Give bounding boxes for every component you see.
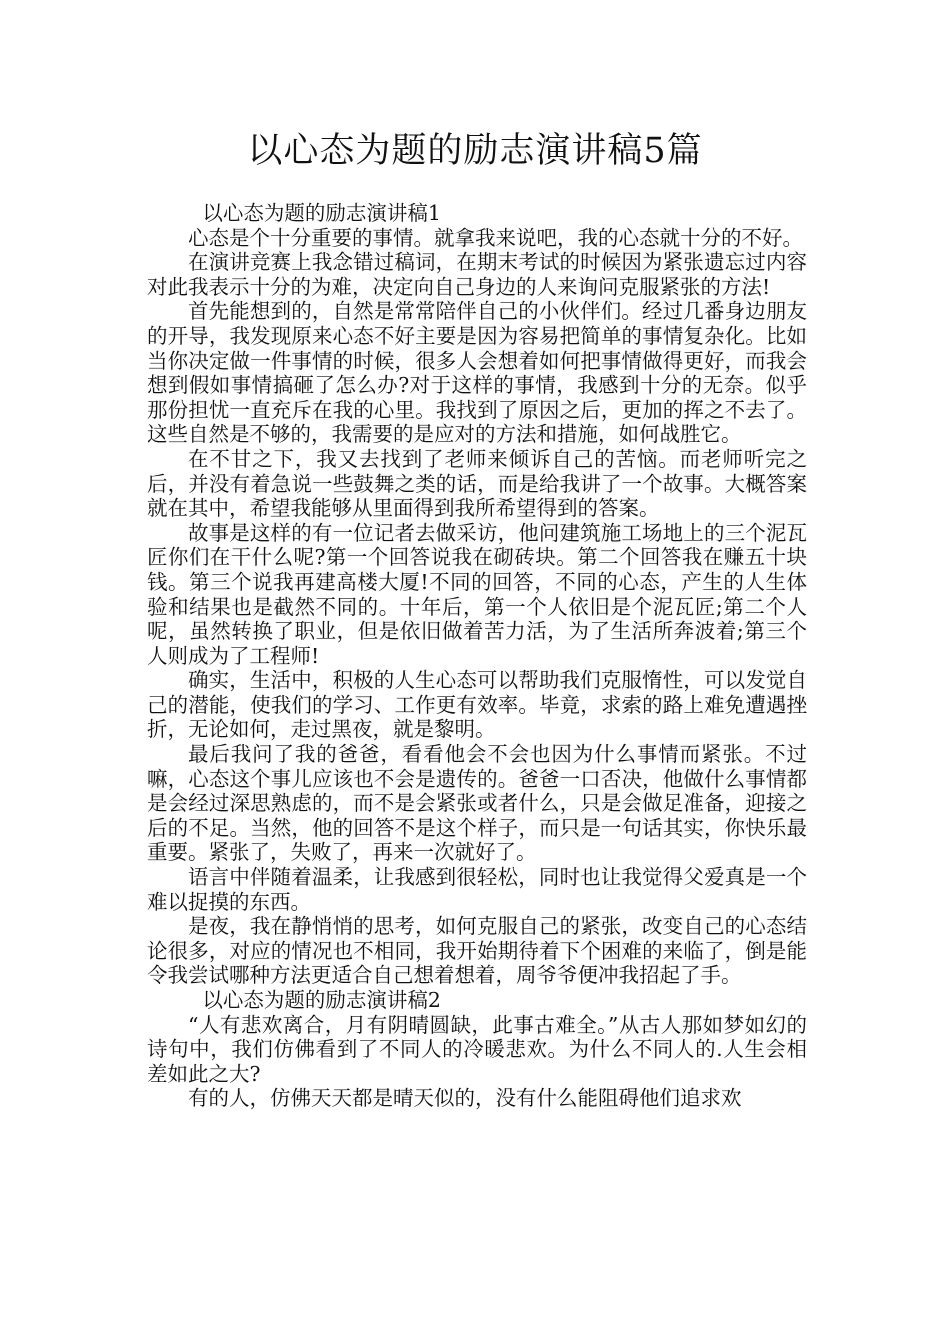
paragraph: “人有悲欢离合，月有阴晴圆缺，此事古难全。”从古人那如梦如幻的诗句中，我们仿佛看到了不同人的冷暖悲欢。为什么不同人的.人生会相差如此之大?	[147, 1012, 807, 1086]
section-heading: 以心态为题的励志演讲稿2	[202, 988, 441, 1012]
paragraph: 语言中伴随着温柔，让我感到很轻松，同时也让我觉得父爱真是一个难以捉摸的东西。	[147, 865, 807, 914]
section-heading: 以心态为题的励志演讲稿1	[202, 201, 441, 225]
document-title: 以心态为题的励志演讲稿5篇	[247, 131, 703, 171]
document-body	[147, 201, 807, 1111]
paragraph: 心态是个十分重要的事情。就拿我来说吧，我的心态就十分的不好。	[188, 225, 803, 250]
paragraph: 首先能想到的，自然是常常陪伴自己的小伙伴们。经过几番身边朋友的开导，我发现原来心态不好主要是因为容易把简单的事情复杂化。比如当你决定做一件事情的时候，很多人会想着如何把事情做得更好，而我会想到假如事情搞砸了怎么办?对于这样的事情，我感到十分的无奈。似乎那份担忧一直充斥在我的心里。我找到了原因之后，更加的挥之不去了。这些自然是不够的，我需要的是应对的方法和措施，如何战胜它。	[147, 299, 807, 447]
paragraph: 在不甘之下，我又去找到了老师来倾诉自己的苦恼。而老师听完之后，并没有着急说一些鼓舞之类的话，而是给我讲了一个故事。大概答案就在其中，希望我能够从里面得到我所希望得到的答案。	[147, 446, 807, 521]
paragraph: 确实，生活中，积极的人生心态可以帮助我们克服惰性，可以发觉自己的潜能，使我们的学习、工作更有效率。毕竟，求索的路上难免遭遇挫折，无论如何，走过黑夜，就是黎明。	[147, 668, 807, 742]
paragraph: 故事是这样的有一位记者去做采访，他问建筑施工场地上的三个泥瓦匠你们在干什么呢?第一个回答说我在砌砖块。第二个回答我在赚五十块钱。第三个说我再建高楼大厦!不同的回答，不同的心态，产生的人生体验和结果也是截然不同的。十年后，第一个人依旧是个泥瓦匠;第二个人呢，虽然转换了职业，但是依旧做着苦力活，为了生活所奔波着;第三个人则成为了工程师!	[147, 520, 807, 668]
paragraph: 在演讲竞赛上我念错过稿词，在期末考试的时候因为紧张遗忘过内容对此我表示十分的为难，决定向自己身边的人来询问克服紧张的方法!	[147, 250, 807, 299]
paragraph: 最后我问了我的爸爸，看看他会不会也因为什么事情而紧张。不过嘛，心态这个事儿应该也不会是遗传的。爸爸一口否决，他做什么事情都是会经过深思熟虑的，而不是会紧张或者什么，只是会做足准备，迎接之后的不足。当然，他的回答不是这个样子，而只是一句话其实，你快乐最重要。紧张了，失败了，再来一次就好了。	[147, 742, 807, 865]
paragraph: 有的人，仿佛天天都是晴天似的，没有什么能阻碍他们追求欢	[188, 1086, 742, 1111]
paragraph: 是夜，我在静悄悄的思考，如何克服自己的紧张，改变自己的心态结论很多，对应的情况也不相同，我开始期待着下个困难的来临了，倒是能令我尝试哪种方法更适合自己想着想着，周爷爷便冲我招起了手。	[147, 914, 807, 988]
